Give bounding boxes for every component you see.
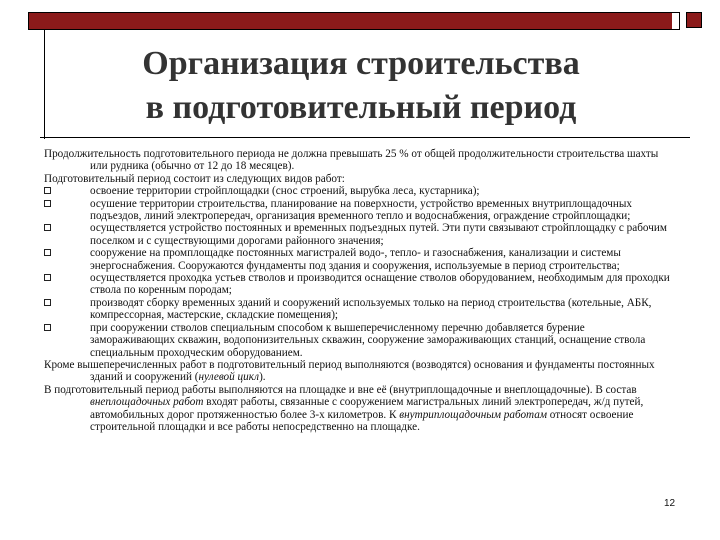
para4-text-b: входят работы, связанные с сооружением магистральных линий электропередач, ж/д путей, автомобильных дорог протяженностью более 3-х километров. К	[90, 396, 644, 421]
square-bullet-icon	[44, 299, 51, 306]
square-bullet-icon	[44, 200, 51, 207]
header-decor-bar	[28, 12, 680, 30]
list-item	[44, 297, 672, 322]
list-item	[44, 222, 672, 247]
list-item-text: при сооружении стволов специальным способом к вышеперечисленному перечню добавляется бурение замораживающих скважин, водопонизительных скважин, сооружение замораживающих станций, оснащение ствола специальным проходческим оборудованием.	[90, 321, 646, 359]
header-bar-fill	[29, 13, 672, 29]
list-item	[44, 185, 672, 197]
list-item	[44, 198, 672, 223]
list-item-text: осуществляется устройство постоянных и временных подъездных путей. Эти пути связывают стройплощадку с рабочим поселком и с существующими дорогами районного значения;	[90, 222, 667, 247]
header-decor-square	[686, 12, 702, 28]
square-bullet-icon	[44, 274, 51, 281]
para4-italic-1: внеплощадочных работ	[90, 396, 204, 409]
page-number: 12	[664, 498, 676, 509]
paragraph-site-works	[44, 384, 672, 434]
list-item-text: осушение территории строительства, планирование на поверхности, устройство временных внутриплощадочных подъездов, линий электропередач, организация временного тепло и водоснабжения, ограждение стройплощадки;	[90, 197, 633, 223]
list-item	[44, 322, 672, 359]
paragraph-zero-cycle	[44, 359, 672, 384]
list-item-text: сооружение на промплощадке постоянных магистралей водо-, тепло- и газоснабжения, канализации и системы энергоснабжения. Сооружаются фундаменты под здания и сооружения, используемые в период строительства;	[90, 247, 621, 272]
list-item	[44, 247, 672, 272]
intro-1-text: Продолжительность подготовительного периода не должна превышать 25 % от общей продолжительности строительства шахты или рудника (обычно от 12 до 18 месяцев).	[44, 148, 659, 173]
list-item	[44, 272, 672, 297]
para4-italic-2: внутриплощадочным работам	[399, 408, 547, 421]
slide-title	[46, 42, 676, 130]
left-decor-line	[44, 29, 45, 139]
list-item-text: осуществляется проходка устьев стволов и производится оснащение стволов оборудованием, необходимым для проходки ствола по коренным породам;	[90, 272, 670, 297]
para3-text-b: ).	[259, 371, 266, 384]
square-bullet-icon	[44, 187, 51, 194]
para3-italic: нулевой цикл	[198, 371, 260, 384]
square-bullet-icon	[44, 324, 51, 331]
square-bullet-icon	[44, 249, 51, 256]
para3-text-a: Кроме вышеперечисленных работ в подготовительный период выполняются (возводятся) основания и фундаменты постоянных зданий и сооружений (	[44, 358, 655, 384]
list-item-text: освоение территории стройплощадки (снос строений, вырубка леса, кустарника);	[90, 185, 480, 198]
intro-paragraph-1	[44, 148, 672, 173]
title-divider	[40, 137, 690, 138]
para4-text-c: относят освоение строительной площадки и все работы непосредственно на площадке.	[90, 408, 634, 433]
title-line-2: в подготовительный период	[145, 89, 577, 126]
list-item-text: производят сборку временных зданий и сооружений используемых только на период строительства (котельные, АБК, компрессорная, мастерские, складские помещения);	[90, 296, 652, 322]
intro-paragraph-2: Подготовительный период состоит из следующих видов работ:	[44, 172, 345, 185]
square-bullet-icon	[44, 224, 51, 231]
title-line-1: Организация строительства	[142, 45, 580, 82]
para4-text-a: В подготовительный период работы выполняются на площадке и вне её (внутриплощадочные и внеплощадочные). В состав	[44, 383, 637, 396]
slide-body	[44, 148, 672, 433]
